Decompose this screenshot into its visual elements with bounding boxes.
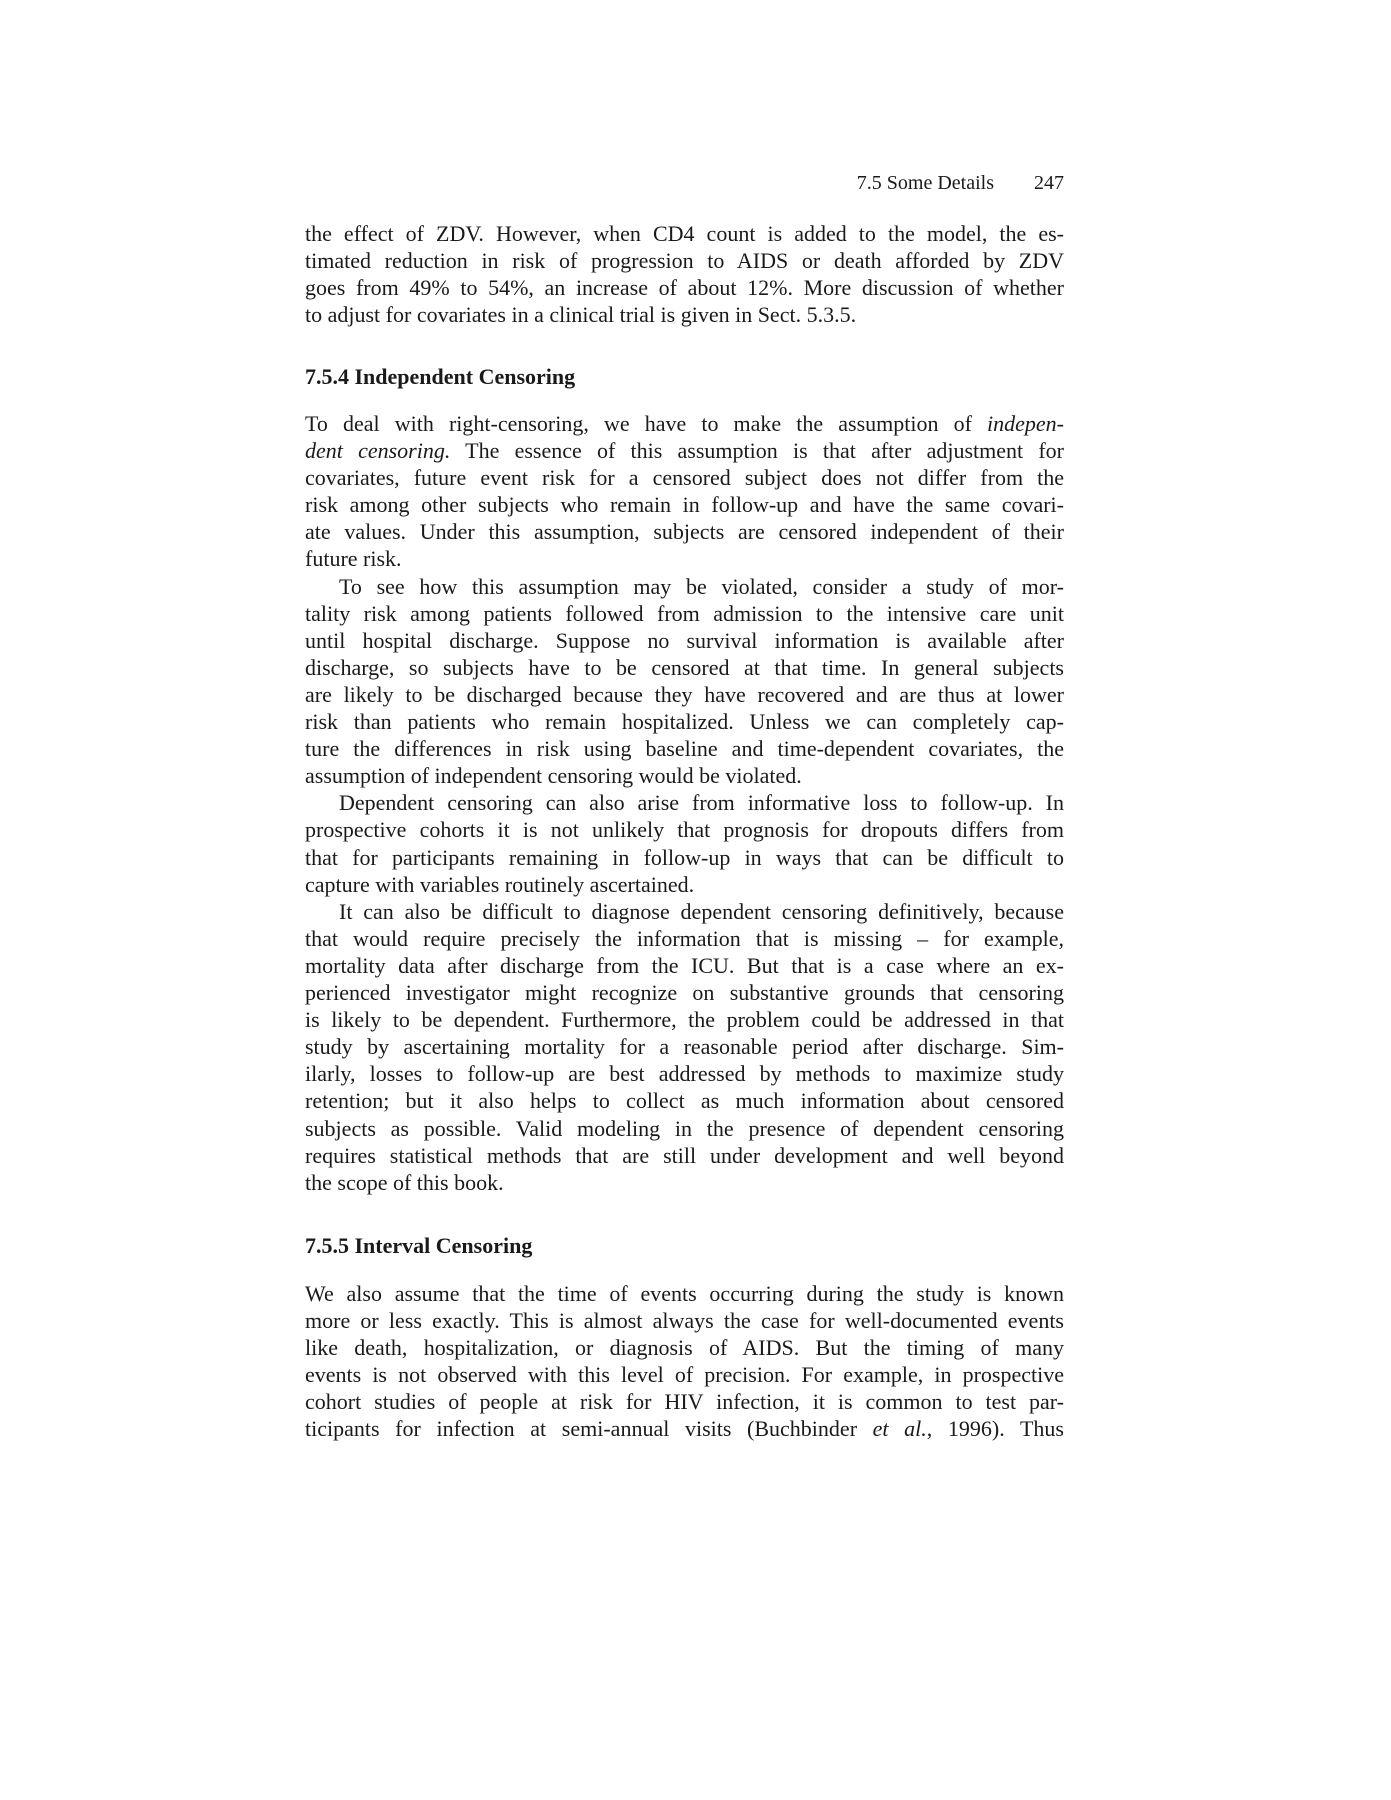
- text-line: ture the differences in risk using baseline and time-dependent covariates, the: [305, 736, 1064, 762]
- text-line: risk among other subjects who remain in follow-up and have the same covari-: [305, 492, 1064, 518]
- text-line: Dependent censoring can also arise from informative loss to follow-up. In: [339, 790, 1064, 816]
- text-line: like death, hospitalization, or diagnosis of AIDS. But the timing of many: [305, 1335, 1064, 1361]
- text-line: It can also be difficult to diagnose dependent censoring definitively, because: [339, 898, 1064, 924]
- italic-text: et al.: [872, 1416, 927, 1442]
- paragraph: [305, 220, 1064, 328]
- text-line: retention; but it also helps to collect as much information about censored: [305, 1088, 1064, 1114]
- text-line: goes from 49% to 54%, an increase of about 12%. More discussion of whether: [305, 275, 1064, 301]
- text-line: To see how this assumption may be violated, consider a study of mor-: [339, 573, 1064, 599]
- paragraph: [305, 789, 1064, 897]
- paragraph: [305, 573, 1064, 790]
- text-line: to adjust for covariates in a clinical trial is given in Sect. 5.3.5.: [305, 302, 857, 328]
- text-line: [305, 410, 1064, 437]
- text-line: ate values. Under this assumption, subjects are censored independent of their: [305, 519, 1064, 545]
- text-line: prospective cohorts it is not unlikely that prognosis for dropouts differs from: [305, 817, 1064, 843]
- text-line: capture with variables routinely ascertained.: [305, 871, 695, 897]
- text-line: that would require precisely the information that is missing – for example,: [305, 925, 1064, 951]
- text-line: covariates, future event risk for a censored subject does not differ from the: [305, 465, 1064, 491]
- text-line: requires statistical methods that are still under development and well beyond: [305, 1142, 1064, 1168]
- text-segment: ticipants for infection at semi-annual visits (Buchbinder: [305, 1416, 873, 1442]
- text-line: timated reduction in risk of progression to AIDS or death afforded by ZDV: [305, 248, 1064, 274]
- paragraph: [305, 1280, 1064, 1443]
- text-line: events is not observed with this level of precision. For example, in prospective: [305, 1362, 1064, 1388]
- text-line: ilarly, losses to follow-up are best addressed by methods to maximize study: [305, 1061, 1064, 1087]
- text-segment: The essence of this assumption is that after adjustment for: [450, 438, 1064, 464]
- text-line: more or less exactly. This is almost always the case for well-documented events: [305, 1308, 1064, 1334]
- text-line: [305, 1415, 1064, 1442]
- text-line: tality risk among patients followed from admission to the intensive care unit: [305, 600, 1064, 626]
- text-segment: To deal with right-censoring, we have to make the assumption of: [305, 411, 988, 436]
- text-line: mortality data after discharge from the ICU. But that is a case where an ex-: [305, 952, 1064, 978]
- text-line: assumption of independent censoring would be violated.: [305, 763, 802, 789]
- text-line: We also assume that the time of events occurring during the study is known: [305, 1281, 1064, 1306]
- text-segment: , 1996). Thus: [926, 1416, 1064, 1442]
- text-line: cohort studies of people at risk for HIV infection, it is common to test par-: [305, 1389, 1064, 1415]
- paragraph: [305, 410, 1064, 573]
- text-line: future risk.: [305, 546, 402, 572]
- page-number: 247: [1034, 172, 1064, 194]
- text-line: until hospital discharge. Suppose no survival information is available after: [305, 627, 1064, 653]
- text-line: study by ascertaining mortality for a reasonable period after discharge. Sim-: [305, 1034, 1064, 1060]
- paragraph: [305, 898, 1064, 1196]
- italic-text: dent censoring.: [305, 438, 451, 464]
- italic-text: indepen-: [987, 411, 1064, 436]
- text-line: risk than patients who remain hospitalized. Unless we can completely cap-: [305, 709, 1064, 735]
- section-heading: 7.5.4 Independent Censoring: [305, 364, 576, 389]
- text-line: [305, 437, 1064, 464]
- running-head: [305, 170, 1064, 197]
- section-heading: 7.5.5 Interval Censoring: [305, 1233, 533, 1258]
- text-line: the effect of ZDV. However, when CD4 count is added to the model, the es-: [305, 221, 1064, 246]
- text-line: the scope of this book.: [305, 1169, 504, 1195]
- text-line: perienced investigator might recognize on substantive grounds that censoring: [305, 980, 1064, 1006]
- text-line: that for participants remaining in follow-up in ways that can be difficult to: [305, 844, 1064, 870]
- text-line: subjects as possible. Valid modeling in the presence of dependent censoring: [305, 1115, 1064, 1141]
- text-line: are likely to be discharged because they have recovered and are thus at lower: [305, 681, 1064, 707]
- text-line: is likely to be dependent. Furthermore, the problem could be addressed in that: [305, 1007, 1064, 1033]
- running-title: 7.5 Some Details: [856, 172, 994, 194]
- text-line: discharge, so subjects have to be censored at that time. In general subjects: [305, 654, 1064, 680]
